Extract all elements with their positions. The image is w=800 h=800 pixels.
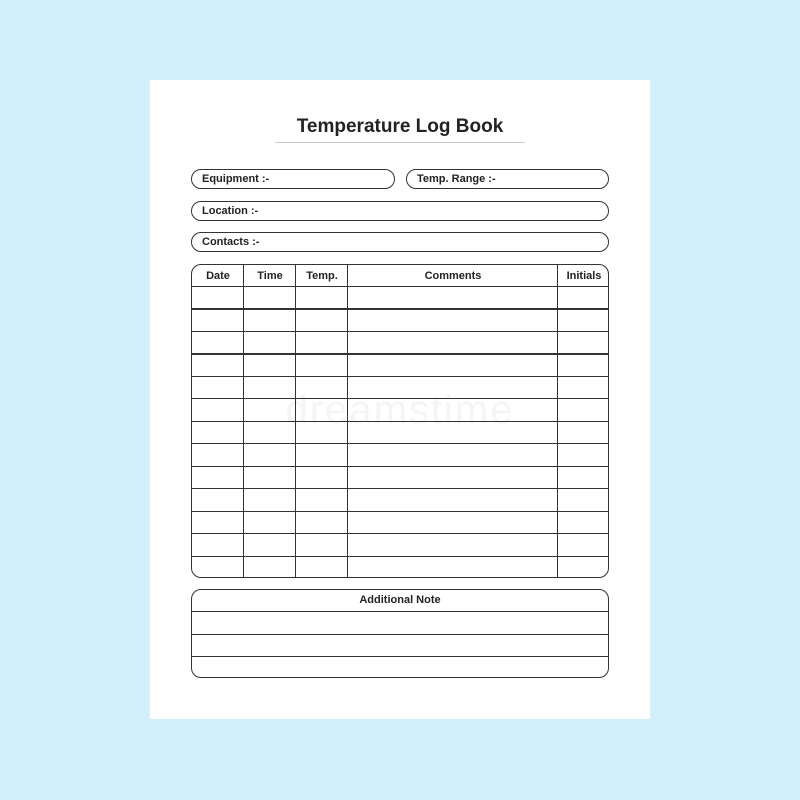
table-row[interactable] [192, 443, 608, 444]
table-row[interactable] [192, 533, 608, 534]
table-row[interactable] [192, 466, 608, 467]
table-row[interactable] [192, 308, 608, 309]
column-header-time: Time [257, 270, 283, 282]
column-header-date: Date [206, 270, 230, 282]
column-header-initials: Initials [566, 270, 602, 282]
table-row[interactable] [192, 556, 608, 557]
contacts-field[interactable]: Contacts :- [191, 232, 609, 252]
table-row[interactable] [192, 286, 608, 287]
equipment-field[interactable]: Equipment :- [191, 169, 395, 189]
note-line [192, 634, 608, 635]
table-row[interactable] [192, 511, 608, 512]
note-line [192, 656, 608, 657]
column-header-temp: Temp. [306, 270, 338, 282]
column-header-comments: Comments [424, 270, 482, 282]
table-row[interactable] [192, 353, 608, 354]
location-field[interactable]: Location :- [191, 201, 609, 221]
note-line [192, 611, 608, 612]
additional-note-title: Additional Note [359, 594, 441, 606]
table-row[interactable] [192, 376, 608, 377]
table-row[interactable] [192, 488, 608, 489]
additional-note-box[interactable] [191, 589, 609, 678]
title-underline [275, 142, 525, 143]
table-row[interactable] [192, 331, 608, 332]
page-title: Temperature Log Book [296, 116, 504, 137]
watermark [0, 388, 800, 433]
temp-range-field[interactable]: Temp. Range :- [406, 169, 609, 189]
